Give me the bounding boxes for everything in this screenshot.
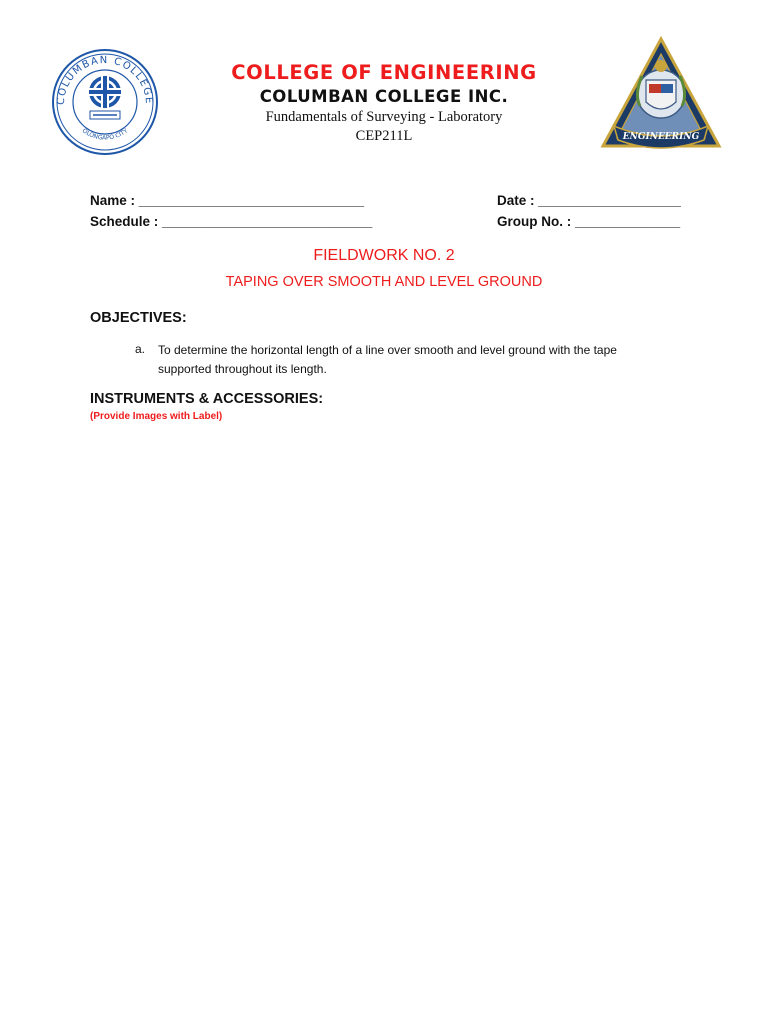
schedule-field[interactable]: Schedule : ____________________________: [90, 214, 373, 229]
crest-banner-text: ENGINEERING: [622, 132, 700, 142]
name-field[interactable]: Name : ______________________________: [90, 193, 365, 208]
course-code: CEP211L: [355, 128, 413, 144]
instruments-heading: INSTRUMENTS & ACCESSORIES:: [90, 391, 324, 407]
college-name-heading: COLLEGE OF ENGINEERING: [231, 61, 537, 84]
instruments-note: (Provide Images with Label): [90, 411, 223, 422]
date-field[interactable]: Date : ___________________: [497, 193, 681, 208]
fieldwork-subtitle: TAPING OVER SMOOTH AND LEVEL GROUND: [225, 274, 543, 290]
objectives-heading: OBJECTIVES:: [90, 310, 187, 326]
objective-item-marker: a.: [135, 342, 146, 356]
seal-ring-top-text: COLUMBAN COLLEGE: [55, 54, 155, 106]
group-number-field[interactable]: Group No. : ______________: [497, 214, 681, 229]
course-title: Fundamentals of Surveying - Laboratory: [265, 109, 503, 125]
fieldwork-title: FIELDWORK NO. 2: [313, 247, 455, 264]
seal-ring-bottom-text: OLONGAPO CITY: [80, 127, 130, 142]
institution-name: COLUMBAN COLLEGE INC.: [259, 87, 509, 106]
objective-item-text: To determine the horizontal length of a line over smooth and level ground with the tape supported throughout its length.: [158, 343, 617, 376]
